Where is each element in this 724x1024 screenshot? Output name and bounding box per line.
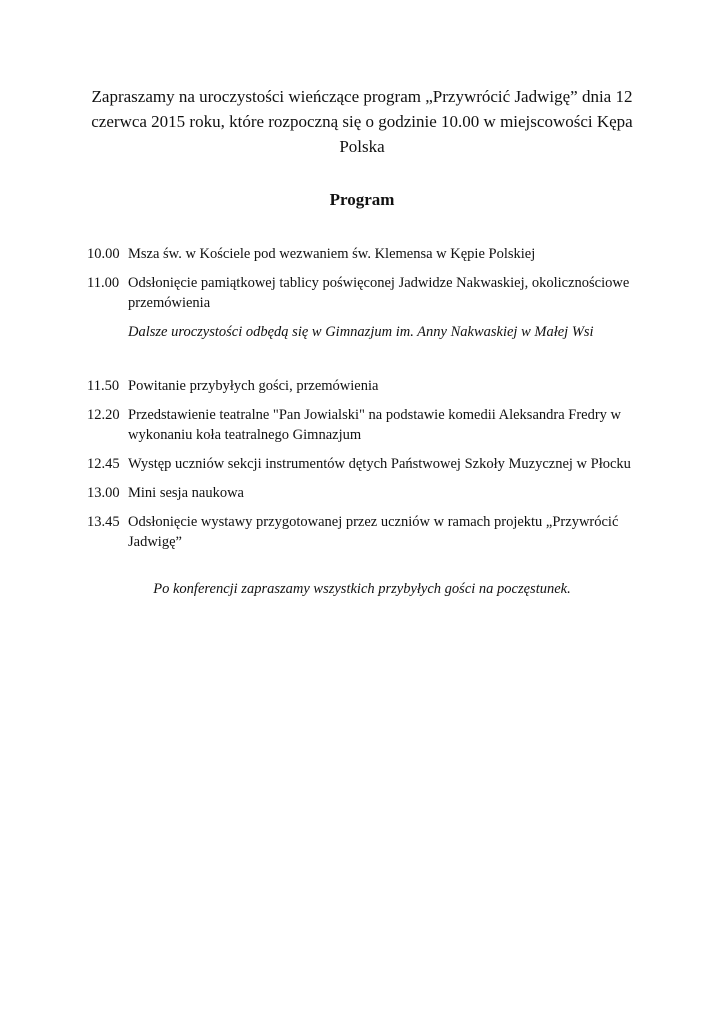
schedule-description: Odsłonięcie pamiątkowej tablicy poświęconej Jadwidze Nakwaskiej, okolicznościowe przemówienia <box>128 275 630 311</box>
schedule-item <box>87 244 647 264</box>
schedule-time: 12.20 <box>87 407 120 423</box>
schedule-time: 10.00 <box>87 246 120 262</box>
schedule-description: Powitanie przybyłych gości, przemówienia <box>128 378 379 394</box>
program-heading: Program <box>329 190 395 209</box>
schedule-description: Przedstawienie teatralne "Pan Jowialski" na podstawie komedii Aleksandra Fredry w wykonaniu koła teatralnego Gimnazjum <box>128 407 622 443</box>
schedule-time: 13.45 <box>87 514 120 530</box>
schedule-time: 13.00 <box>87 485 120 501</box>
schedule-description: Mini sesja naukowa <box>128 485 244 501</box>
schedule-item <box>87 405 647 445</box>
closing-note: Po konferencji zapraszamy wszystkich przybyłych gości na poczęstunek. <box>153 581 571 597</box>
program-schedule <box>87 244 647 561</box>
invitation-text: Zapraszamy na uroczystości wieńczące program „Przywrócić Jadwigę” dnia 12 czerwca 2015 roku, które rozpoczną się o godzinie 10.00 w miejscowości Kępa Polska <box>91 87 633 156</box>
schedule-item <box>87 483 647 503</box>
schedule-item <box>87 454 647 474</box>
schedule-time: 11.00 <box>87 275 120 291</box>
schedule-description: Występ uczniów sekcji instrumentów dętych Państwowej Szkoły Muzycznej w Płocku <box>128 456 631 472</box>
schedule-description: Msza św. w Kościele pod wezwaniem św. Klemensa w Kępie Polskiej <box>128 246 536 262</box>
schedule-item <box>87 376 647 396</box>
schedule-time: 12.45 <box>87 456 120 472</box>
schedule-item <box>87 273 647 313</box>
location-note: Dalsze uroczystości odbędą się w Gimnazjum im. Anny Nakwaskiej w Małej Wsi <box>128 324 594 340</box>
schedule-time: 11.50 <box>87 378 120 394</box>
schedule-description: Odsłonięcie wystawy przygotowanej przez uczniów w ramach projektu „Przywrócić Jadwigę” <box>128 514 619 550</box>
schedule-item <box>87 512 647 552</box>
